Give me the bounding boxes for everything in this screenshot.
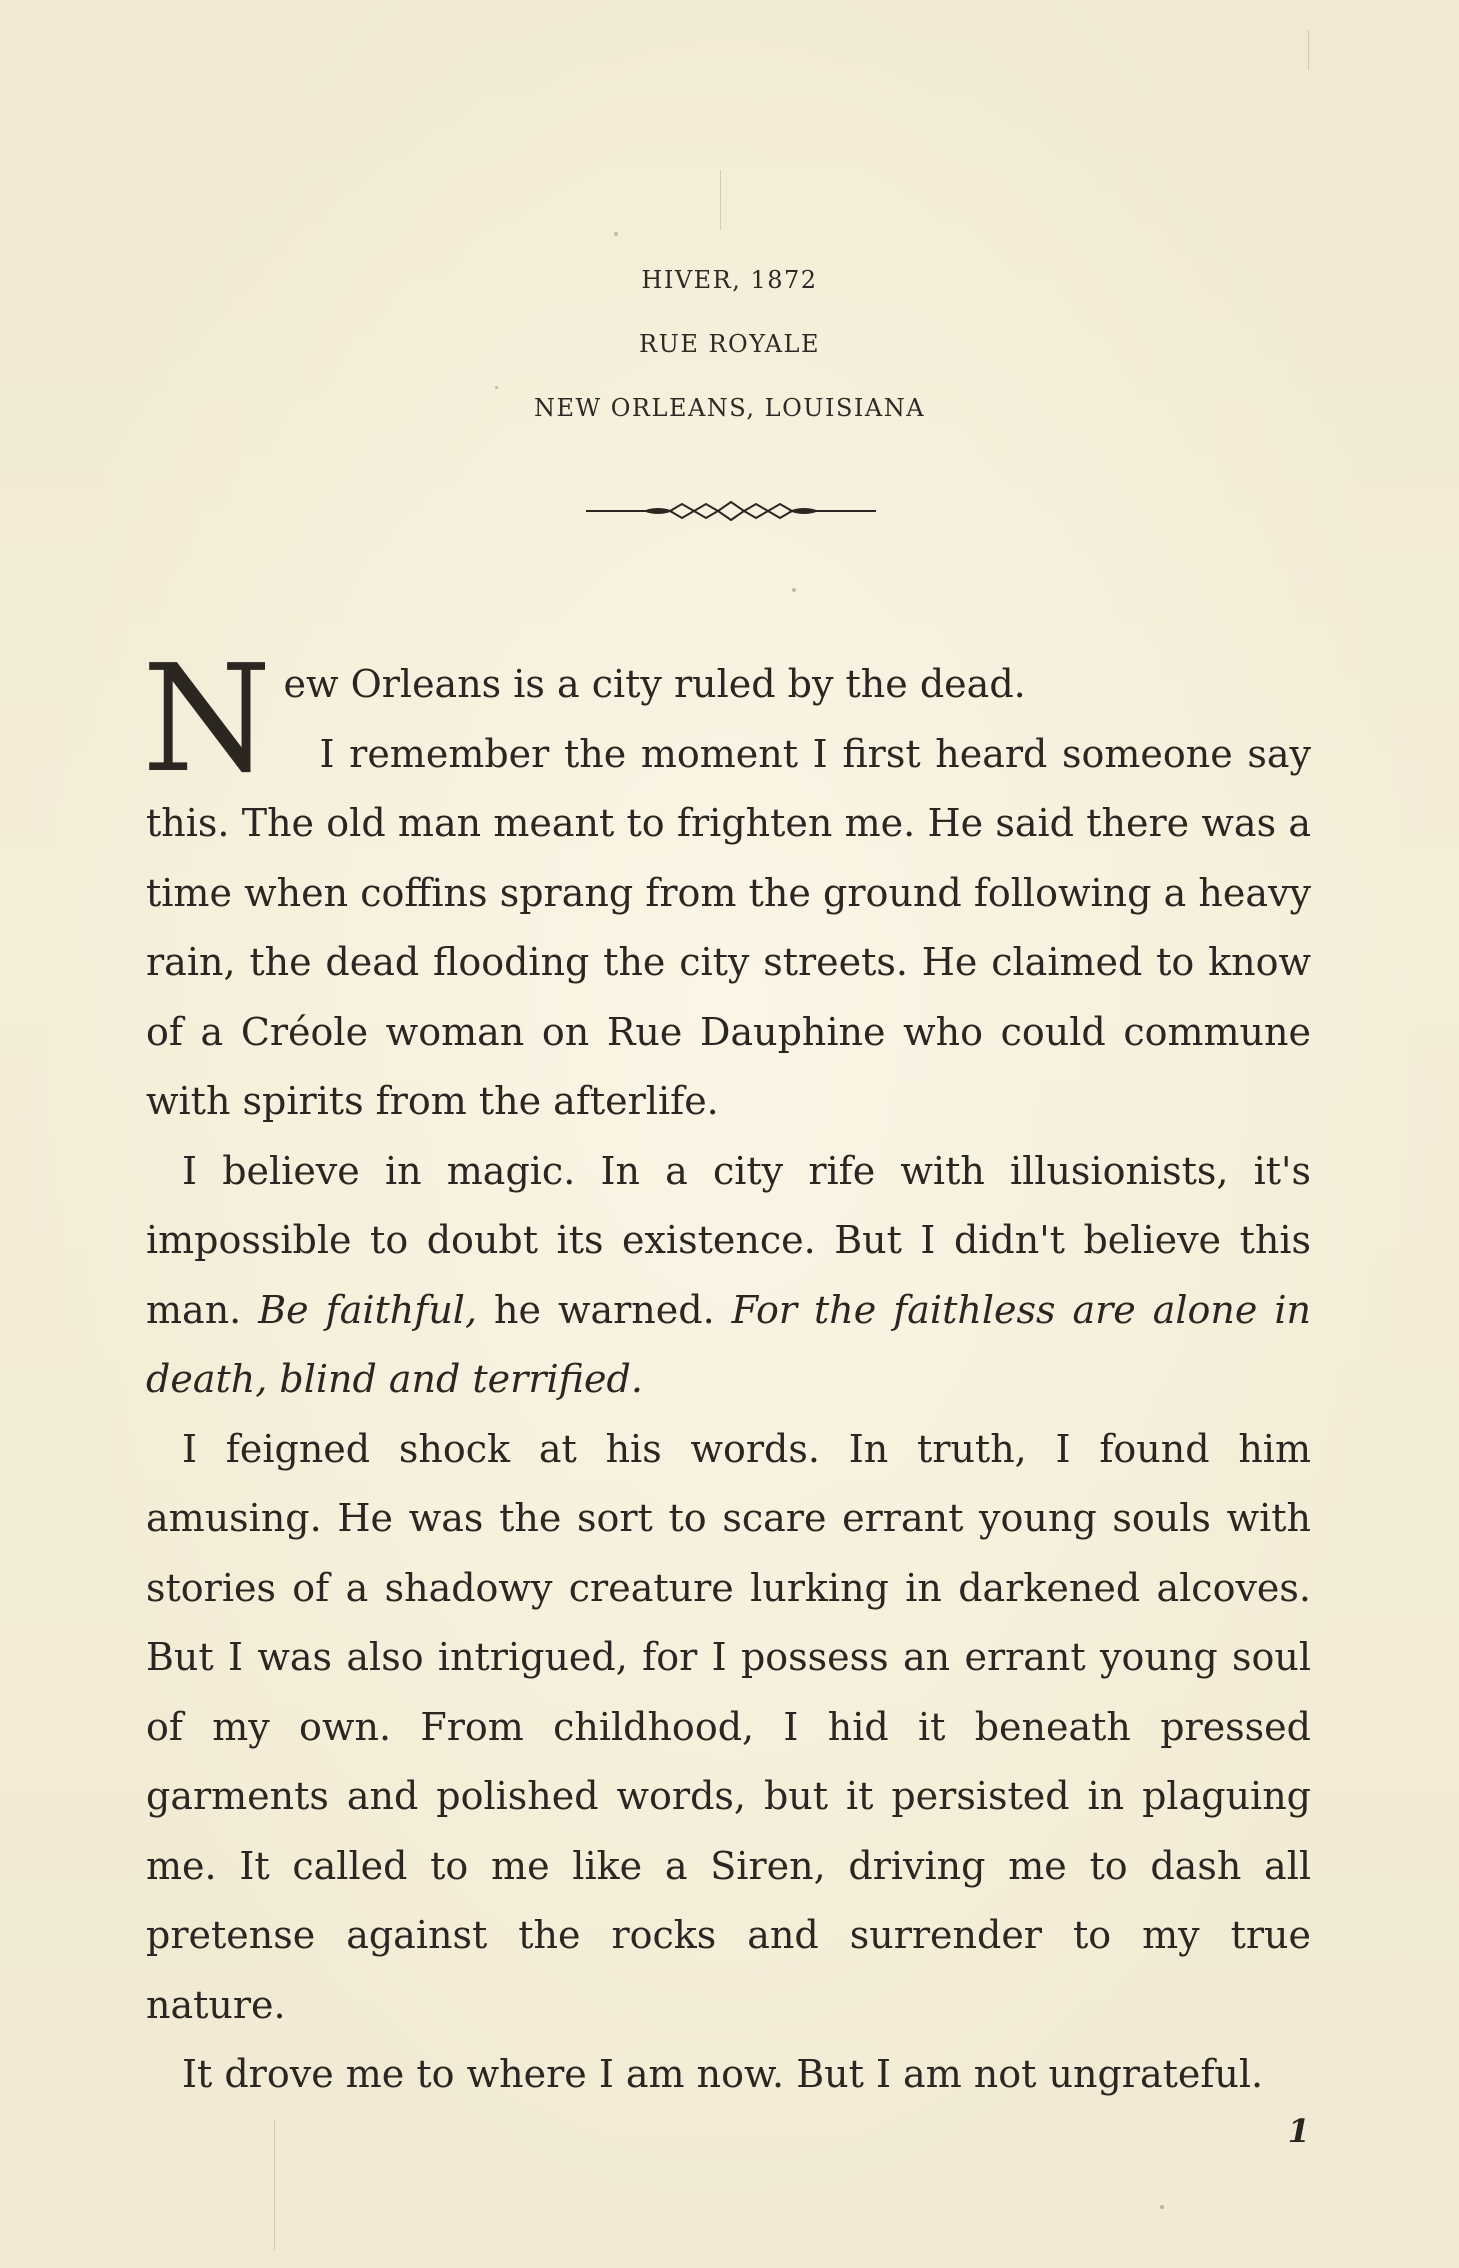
- page-number: 1: [1287, 2112, 1310, 2150]
- scroll-divider-icon: [586, 496, 876, 526]
- paper-fiber: [274, 2120, 275, 2250]
- paragraph-3: [146, 1137, 1311, 1415]
- paper-fiber: [1308, 30, 1309, 70]
- drop-cap: N: [142, 633, 272, 805]
- paper-speck: [1160, 2205, 1164, 2209]
- paragraph-5: It drove me to where I am now. But I am not ungrateful.: [182, 2052, 1264, 2096]
- paragraph-3-part-c: he warned.: [477, 1287, 732, 1332]
- paragraph-1-text: ew Orleans is a city ruled by the dead.: [283, 662, 1026, 706]
- header-season-year: HIVER, 1872: [641, 266, 818, 294]
- paragraph-2: I remember the moment I first heard someone say this. The old man meant to frighten me. He said there was a time when coffins sprang from the ground following a heavy rain, the dead flooding the city streets. He claimed to know of a Créole woman on Rue Dauphine who could commune with spirits from the afterlife.: [146, 731, 1311, 1123]
- header-city: NEW ORLEANS, LOUISIANA: [533, 394, 926, 422]
- paper-fiber: [720, 170, 721, 230]
- paragraph-3-part-a: I believe in magic. In a city rife with illusionists, it's impossible to doubt its existence. But I didn't believe this man.: [146, 1148, 1311, 1332]
- body-text: [142, 633, 1311, 2110]
- paragraph-3-italic-b: Be faithful,: [258, 1287, 478, 1332]
- paper-speck: [495, 386, 498, 389]
- paper-speck: [792, 588, 796, 592]
- paragraph-4: I feigned shock at his words. In truth, I found him amusing. He was the sort to scare errant young souls with stories of a shadowy creature lurking in darkened alcoves. But I was also intrigued, for I possess an errant young soul of my own. From childhood, I hid it beneath pressed garments and polished words, but it persisted in plaguing me. It called to me like a Siren, driving me to dash all pretense against the rocks and surrender to my true nature.: [146, 1426, 1311, 2027]
- paragraph-3-italic-d: For the faithless are alone in death, blind and terrified.: [146, 1287, 1311, 1401]
- paragraph-1: [142, 633, 1311, 805]
- paper-speck: [614, 232, 618, 236]
- chapter-header: [0, 248, 1459, 440]
- header-street: RUE ROYALE: [639, 330, 820, 358]
